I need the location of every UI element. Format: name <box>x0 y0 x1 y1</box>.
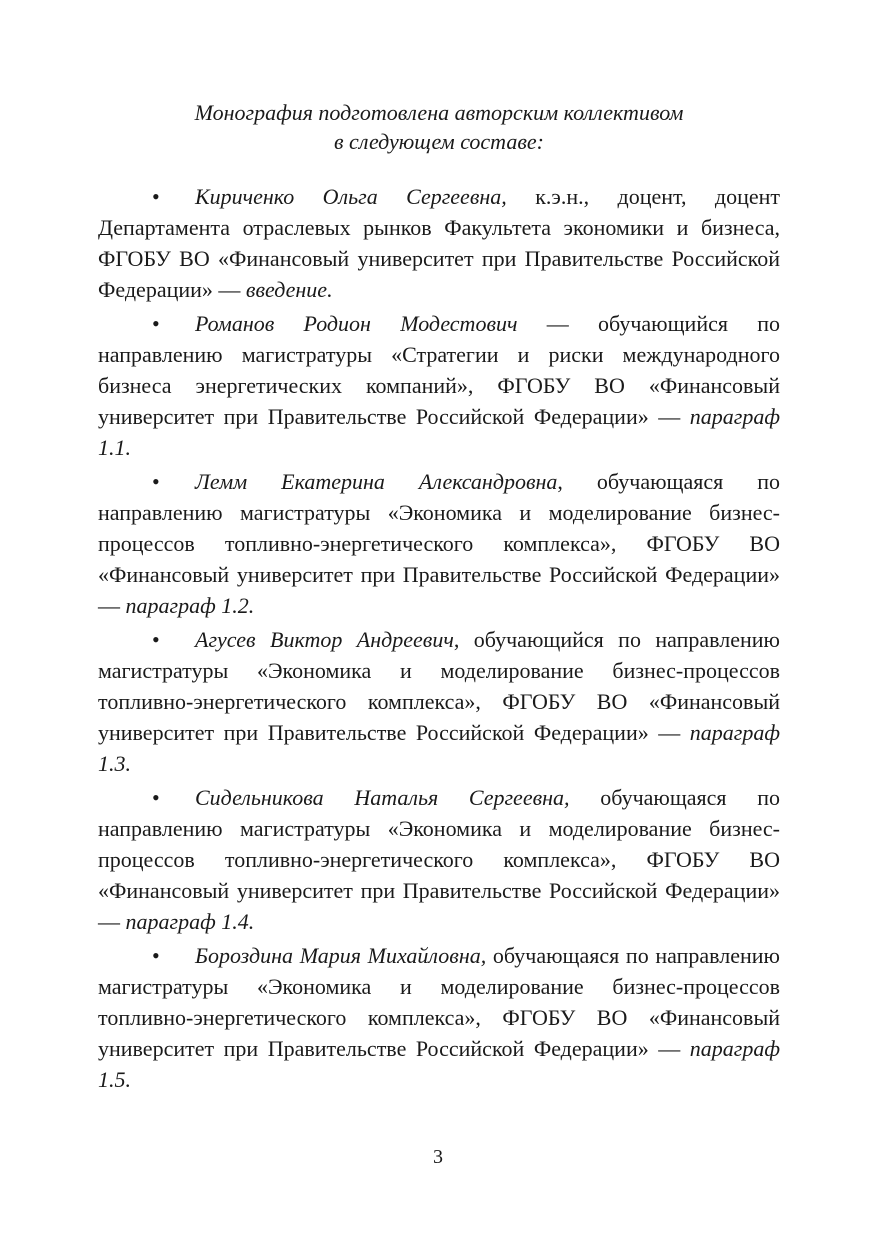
author-description: — обучающийся по направлению магистратуры «Стратегии и риски международного бизнеса энергетических компаний», ФГОБУ ВО «Финансовый университет при Правительстве Российской Федерации» — <box>98 311 781 429</box>
bullet-icon: • <box>152 943 160 968</box>
author-entry-1 <box>98 181 780 305</box>
author-section: введение. <box>245 277 333 302</box>
author-section: параграф 1.2. <box>125 593 255 618</box>
bullet-icon: • <box>152 469 160 494</box>
document-page <box>98 98 780 1098</box>
author-name: Кириченко Ольга Сергеевна, <box>195 184 507 209</box>
author-entry-6 <box>98 940 780 1095</box>
author-name: Сидельникова Наталья Сергеевна, <box>195 785 570 810</box>
bullet-icon: • <box>152 785 160 810</box>
author-description: обучающаяся по направлению магистратуры «Экономика и моделирование бизнес-процессов топливно-энергетического комплекса», ФГОБУ ВО «Финансовый университет при Правительстве Российской Федерации» — <box>98 943 780 1061</box>
author-name: Бороздина Мария Михайловна, <box>195 943 487 968</box>
author-entry-5 <box>98 782 780 937</box>
author-section: параграф 1.1. <box>98 404 780 460</box>
bullet-icon: • <box>152 184 160 209</box>
author-entry-3 <box>98 466 780 621</box>
author-name: Агусев Виктор Андреевич <box>195 627 454 652</box>
title-line-2: в следующем составе: <box>334 129 544 154</box>
page-title <box>98 98 780 156</box>
bullet-icon: • <box>152 627 160 652</box>
title-line-1: Монография подготовлена авторским коллективом <box>194 100 684 125</box>
author-section: параграф 1.3. <box>98 720 780 776</box>
author-name: Романов Родион Модестович <box>195 311 518 336</box>
author-description: обучающаяся по направлению магистратуры «Экономика и моделирование бизнес-процессов топливно-энергетического комплекса», ФГОБУ ВО «Финансовый университет при Правительстве Российской Федерации» — <box>98 785 780 934</box>
author-description: , обучающаяся по направлению магистратуры «Экономика и моделирование бизнес-процессов топливно-энергетического комплекса», ФГОБУ ВО «Финансовый университет при Правительстве Российской Федерации» — <box>98 469 780 618</box>
author-entry-2 <box>98 308 780 463</box>
author-section: параграф 1.5. <box>98 1036 780 1092</box>
author-entry-4 <box>98 624 780 779</box>
author-description: к.э.н., доцент, доцент Департамента отраслевых рынков Факультета экономики и бизнеса, ФГОБУ ВО «Финансовый университет при Правительстве Российской Федерации» — <box>98 184 780 302</box>
author-name: Лемм Екатерина Александровна <box>195 469 558 494</box>
page-number: 3 <box>433 1146 443 1168</box>
bullet-icon: • <box>152 311 160 336</box>
author-section: параграф 1.4. <box>125 909 255 934</box>
author-description: , обучающийся по направлению магистратуры «Экономика и моделирование бизнес-процессов топливно-энергетического комплекса», ФГОБУ ВО «Финансовый университет при Правительстве Российской Федерации» — <box>98 627 780 745</box>
